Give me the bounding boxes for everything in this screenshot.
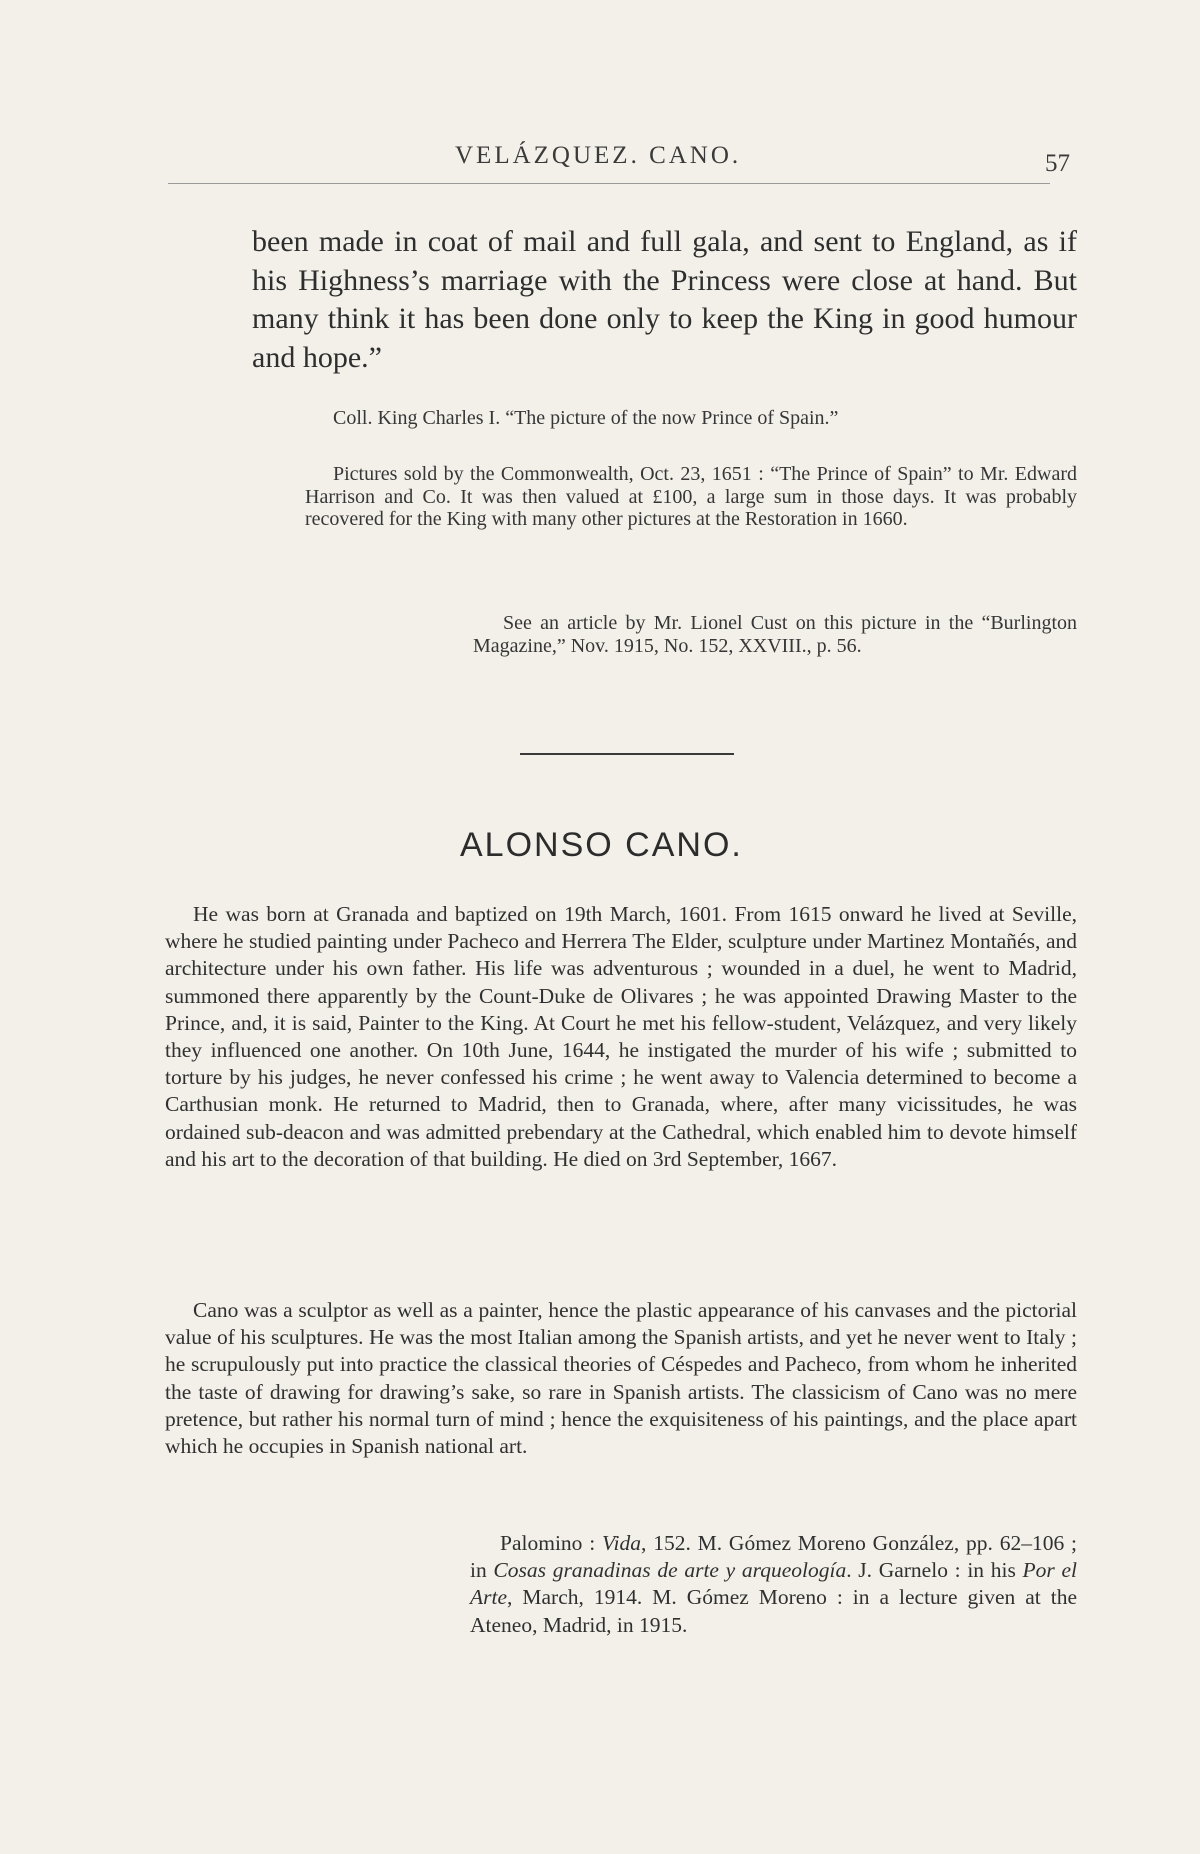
provenance-note xyxy=(305,463,1077,531)
provenance-note xyxy=(305,407,1077,430)
appraisal-paragraph xyxy=(165,1297,1077,1460)
biography-paragraph xyxy=(165,901,1077,1173)
header-rule xyxy=(168,183,1050,184)
ref-title-por-el-arte: Por el Arte xyxy=(470,1558,1077,1610)
quotation-ending: been made in coat of mail and full gala, and sent to England, as if his Highness’s marriage with the Princess were close at hand. But many think it has been done only to keep the King in good humour and hope.” xyxy=(252,225,1077,374)
ref-text: . J. Garnelo : in his xyxy=(846,1558,1023,1583)
section-divider xyxy=(520,753,734,755)
running-head: VELÁZQUEZ. CANO. xyxy=(455,142,742,169)
ref-title-cosas: Cosas granadinas de arte y arqueología xyxy=(493,1558,847,1583)
appraisal-text: Cano was a sculptor as well as a painter, hence the plastic appearance of his canvases and the pictorial value of his sculptures. He was the most Italian among the Spanish artists, and yet he never went to Italy ; he scrupulously put into practice the classical theories of Céspedes and Pacheco, from whom he inherited the taste of drawing for drawing’s sake, so rare in Spanish artists. The classicism of Cano was no mere pretence, but rather his normal turn of mind ; hence the exquisiteness of his paintings, and the place apart which he occupies in Spanish national art. xyxy=(165,1298,1077,1459)
bibliography-references xyxy=(470,1530,1077,1639)
biography-text: He was born at Granada and baptized on 19th March, 1601. From 1615 onward he lived at Seville, where he studied painting under Pacheco and Herrera The Elder, sculpture under Martinez Montañés, and architecture under his own father. His life was adventurous ; wounded in a duel, he went to Madrid, summoned there apparently by the Count-Duke de Olivares ; he was appointed Drawing Master to the Prince, and, it is said, Painter to the King. At Court he met his fellow-student, Velázquez, and very likely they influenced one another. On 10th June, 1644, he instigated the murder of his wife ; submitted to torture by his judges, he never confessed his crime ; he went away to Valencia determined to become a Carthusian monk. He returned to Madrid, then to Granada, where, after many vicissitudes, he was ordained sub-deacon and was admitted prebendary at the Cathedral, which enabled him to devote himself and his art to the decoration of that building. He died on 3rd September, 1667. xyxy=(165,902,1077,1171)
section-title: ALONSO CANO. xyxy=(460,826,743,864)
provenance-note-sale: Pictures sold by the Commonwealth, Oct. 23, 1651 : “The Prince of Spain” to Mr. Edward Harrison and Co. It was then valued at £100, a large sum in those days. It was probably recovered for the King with many other pictures at the Restoration in 1660. xyxy=(305,463,1077,530)
ref-text: Palomino : xyxy=(500,1531,602,1555)
source-note: See an article by Mr. Lionel Cust on this picture in the “Burlington Magazine,” Nov. 1915, No. 152, XXVIII., p. 56. xyxy=(473,612,1077,657)
ref-title-vida: Vida xyxy=(602,1531,642,1555)
page-number: 57 xyxy=(1045,150,1070,177)
provenance-note-collection: Coll. King Charles I. “The picture of the now Prince of Spain.” xyxy=(333,407,839,429)
ref-text: , 152. M. Gómez Moreno González, pp. 62–106 ; in xyxy=(470,1531,1077,1583)
ref-text: , March, 1914. M. Gómez Moreno : in a lecture given at the Ateneo, Madrid, in 1915. xyxy=(470,1585,1077,1637)
